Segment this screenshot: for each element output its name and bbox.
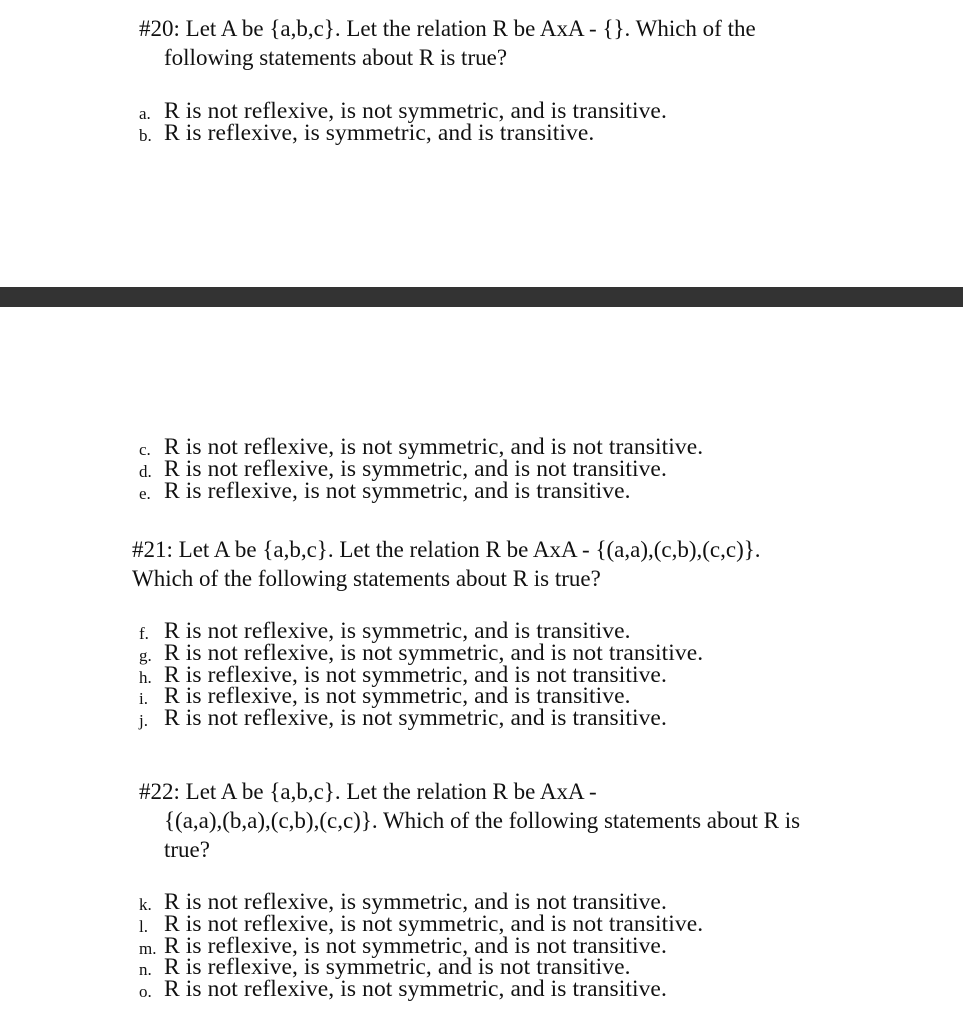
option-letter: g. (139, 645, 152, 665)
option-letter: e. (139, 483, 151, 503)
option-letter: h. (139, 667, 152, 687)
option-letter: f. (139, 624, 149, 643)
question-20-line-1: #20: Let A be {a,b,c}. Let the relation R be AxA - {}. Which of the (139, 16, 756, 41)
option-letter: a. (139, 104, 151, 123)
option-letter: l. (139, 916, 148, 936)
option-text: R is reflexive, is symmetric, and is not transitive. (164, 954, 631, 981)
option-letter: j. (139, 711, 148, 731)
page-divider (0, 287, 963, 307)
option-letter: c. (139, 440, 151, 459)
option-text: R is reflexive, is not symmetric, and is transitive. (164, 477, 631, 504)
question-21-prompt (132, 535, 761, 593)
option-text: R is not reflexive, is symmetric, and is transitive. (164, 618, 631, 644)
option-text: R is not reflexive, is symmetric, and is not transitive. (164, 455, 667, 482)
question-21-line-2: Which of the following statements about R is true? (132, 566, 601, 591)
option-letter: k. (139, 895, 152, 914)
question-22-prompt (139, 777, 800, 864)
option-letter: i. (139, 689, 148, 709)
option-letter: b. (139, 125, 152, 145)
option-text: R is not reflexive, is not symmetric, and is not transitive. (164, 639, 704, 666)
option-text: R is not reflexive, is not symmetric, and is not transitive. (164, 434, 704, 460)
question-20-line-2: following statements about R is true? (164, 45, 508, 70)
option-letter: o. (139, 982, 152, 1002)
option-text: R is not reflexive, is not symmetric, and is transitive. (164, 98, 667, 124)
option-text: R is not reflexive, is not symmetric, and is transitive. (164, 976, 667, 1003)
question-22-line-1: #22: Let A be {a,b,c}. Let the relation R be AxA - (139, 779, 597, 804)
option-text: R is reflexive, is not symmetric, and is transitive. (164, 683, 631, 710)
question-21-line-1: #21: Let A be {a,b,c}. Let the relation R be AxA - {(a,a),(c,b),(c,c)}. (132, 537, 761, 562)
option-text: R is not reflexive, is symmetric, and is not transitive. (164, 889, 667, 915)
option-letter: d. (139, 461, 152, 481)
option-text: R is reflexive, is not symmetric, and is not transitive. (164, 661, 667, 688)
option-text: R is not reflexive, is not symmetric, and is not transitive. (164, 910, 704, 937)
option-letter: n. (139, 960, 152, 980)
option-text: R is reflexive, is not symmetric, and is not transitive. (164, 932, 667, 959)
question-22-line-3: true? (164, 837, 210, 862)
option-text: R is not reflexive, is not symmetric, and is transitive. (164, 705, 667, 732)
question-20-prompt (139, 14, 756, 72)
option-text: R is reflexive, is symmetric, and is transitive. (164, 119, 595, 146)
option-letter: m. (139, 938, 157, 958)
question-22-line-2: {(a,a),(b,a),(c,b),(c,c)}. Which of the following statements about R is (164, 808, 801, 833)
